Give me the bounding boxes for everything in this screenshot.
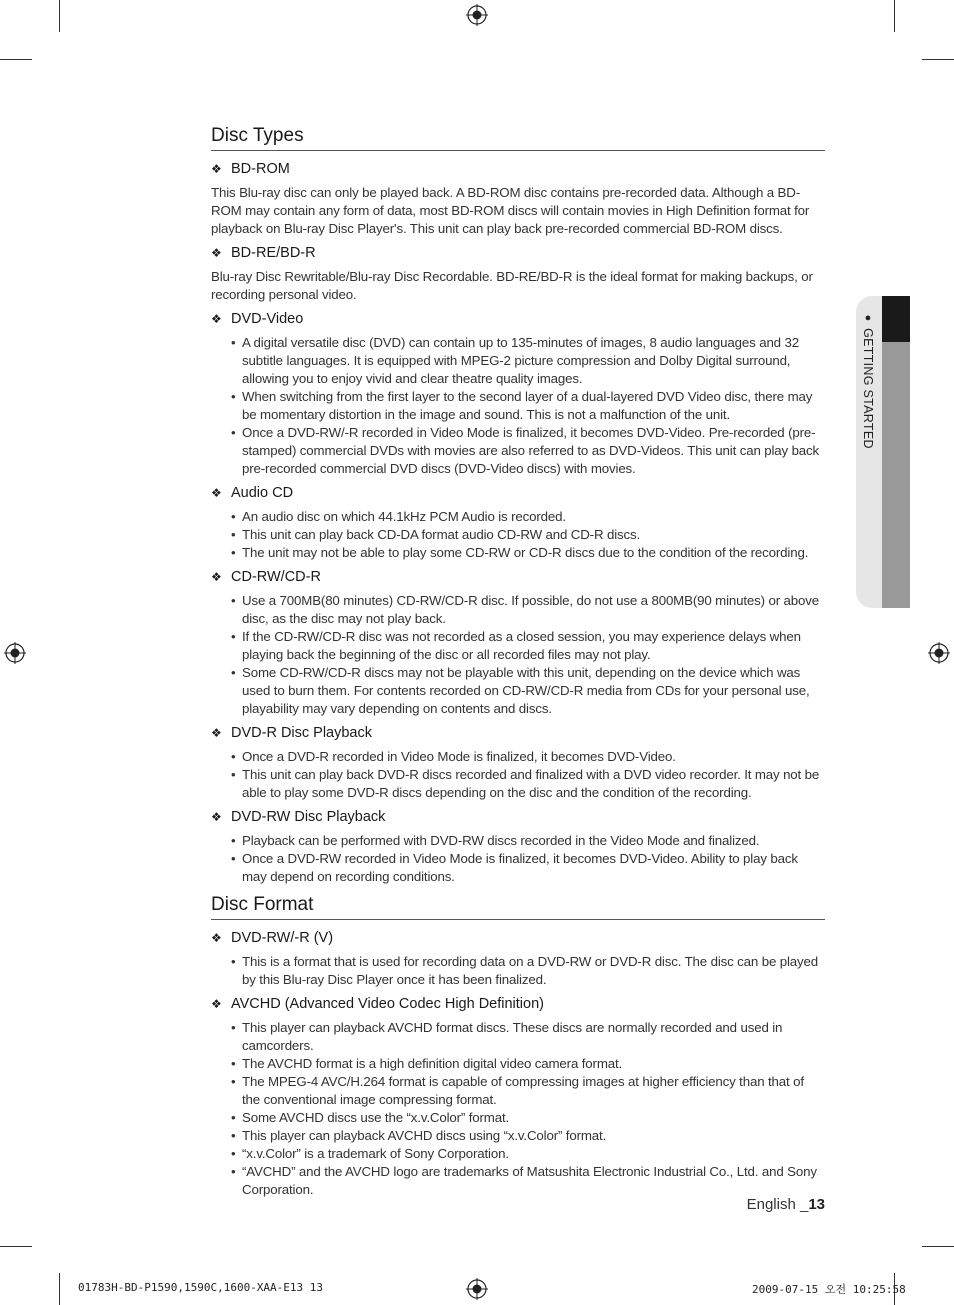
subsection-heading: ❖ BD-ROM (211, 161, 290, 177)
subsection-heading: ❖ DVD-R Disc Playback (211, 725, 372, 741)
bullet-list (211, 334, 825, 478)
list-item: • “AVCHD” and the AVCHD logo are trademarks of Matsushita Electronic Industrial Co., Ltd. and Sony Corporation. (211, 1163, 825, 1199)
subsection-heading: ❖ CD-RW/CD-R (211, 569, 321, 585)
subsection-heading: ❖ Audio CD (211, 485, 294, 501)
diamond-icon: ❖ (211, 931, 222, 945)
list-item: • Some AVCHD discs use the “x.v.Color” format. (211, 1109, 825, 1127)
bullet-list (211, 1019, 825, 1199)
diamond-icon: ❖ (211, 997, 222, 1011)
list-item: • When switching from the first layer to the second layer of a dual-layered DVD Video disc, there may be momentary distortion in the image and sound. This is not a malfunction of the unit. (211, 388, 825, 424)
bullet-list (211, 508, 825, 562)
list-item: • An audio disc on which 44.1kHz PCM Audio is recorded. (211, 508, 825, 526)
print-footer-left: 01783H-BD-P1590,1590C,1600-XAA-E13 13 (78, 1281, 324, 1294)
list-item: • Playback can be performed with DVD-RW discs recorded in the Video Mode and finalized. (211, 832, 825, 850)
list-item: • Use a 700MB(80 minutes) CD-RW/CD-R disc. If possible, do not use a 800MB(90 minutes) or above disc, as the disc may not play back. (211, 592, 825, 628)
list-item: • Once a DVD-RW recorded in Video Mode is finalized, it becomes DVD-Video. Ability to play back may depend on recording conditions. (211, 850, 825, 886)
diamond-icon: ❖ (211, 726, 222, 740)
tab-grey-block (882, 342, 910, 608)
print-footer-right: 2009-07-15 오전 10:25:58 (752, 1283, 906, 1296)
list-item: • The MPEG-4 AVC/H.264 format is capable of compressing images at higher efficiency than that of the conventional image compressing format. (211, 1073, 825, 1109)
main-content (211, 124, 825, 1205)
crop-mark (59, 1273, 60, 1305)
registration-mark-icon (466, 4, 488, 26)
list-item: • Once a DVD-RW/-R recorded in Video Mode is finalized, it becomes DVD-Video. Pre-recorded (pre-stamped) commercial DVDs with movies are also referred to as DVD-Videos. This unit can play back pre-recorded commercial DVD discs (DVD-Video discs) with movies. (211, 424, 825, 478)
diamond-icon: ❖ (211, 486, 222, 500)
tab-dark-block (882, 296, 910, 342)
list-item: • This is a format that is used for recording data on a DVD-RW or DVD-R disc. The disc can be played by this Blu-ray Disc Player once it has been finalized. (211, 953, 825, 989)
paragraph: Blu-ray Disc Rewritable/Blu-ray Disc Recordable. BD-RE/BD-R is the ideal format for making backups, or recording personal video. (211, 269, 813, 302)
section-title: Disc Format (211, 893, 825, 920)
section-title: Disc Types (211, 124, 825, 151)
page-number: English _13 (746, 1196, 825, 1213)
list-item: • This unit can play back DVD-R discs recorded and finalized with a DVD video recorder. It may not be able to play some DVD-R discs depending on the disc and the condition of the recording. (211, 766, 825, 802)
list-item: • Some CD-RW/CD-R discs may not be playable with this unit, depending on the device which was used to burn them. For contents recorded on CD-RW/CD-R media from CDs for your personal use, playability may vary depending on contents and discs. (211, 664, 825, 718)
subsection-heading: ❖ DVD-Video (211, 311, 304, 327)
list-item: • If the CD-RW/CD-R disc was not recorded as a closed session, you may experience delays when playing back the beginning of the disc or all recorded files may not play. (211, 628, 825, 664)
bullet-list (211, 748, 825, 802)
crop-mark (922, 59, 954, 60)
bullet-list (211, 832, 825, 886)
subsection-heading: ❖ BD-RE/BD-R (211, 245, 316, 261)
crop-mark (0, 1246, 32, 1247)
diamond-icon: ❖ (211, 246, 222, 260)
diamond-icon: ❖ (211, 570, 222, 584)
list-item: • The AVCHD format is a high definition digital video camera format. (211, 1055, 825, 1073)
list-item: • This player can playback AVCHD discs using “x.v.Color” format. (211, 1127, 825, 1145)
list-item: • The unit may not be able to play some CD-RW or CD-R discs due to the condition of the recording. (211, 544, 825, 562)
bullet-list (211, 953, 825, 989)
crop-mark (59, 0, 60, 32)
paragraph: This Blu-ray disc can only be played back. A BD-ROM disc contains pre-recorded data. Although a BD-ROM may contain any form of data, most BD-ROM discs will contain movies in High Definition format for playback on Blu-ray Disc Player's. This unit can play back pre-recorded commercial BD-ROM discs. (211, 185, 810, 236)
registration-mark-icon (928, 642, 950, 664)
crop-mark (0, 59, 32, 60)
registration-mark-icon (466, 1278, 488, 1300)
list-item: • “x.v.Color” is a trademark of Sony Corporation. (211, 1145, 825, 1163)
bullet-dot-icon: ● (862, 312, 874, 325)
chapter-tab-label: ● GETTING STARTED (861, 312, 875, 449)
subsection-heading: ❖ AVCHD (Advanced Video Codec High Definition) (211, 996, 544, 1012)
diamond-icon: ❖ (211, 162, 222, 176)
subsection-heading: ❖ DVD-RW/-R (V) (211, 930, 334, 946)
registration-mark-icon (4, 642, 26, 664)
subsection-heading: ❖ DVD-RW Disc Playback (211, 809, 386, 825)
list-item: • This player can playback AVCHD format discs. These discs are normally recorded and used in camcorders. (211, 1019, 825, 1055)
list-item: • Once a DVD-R recorded in Video Mode is finalized, it becomes DVD-Video. (211, 748, 825, 766)
list-item: • A digital versatile disc (DVD) can contain up to 135-minutes of images, 8 audio languages and 32 subtitle languages. It is equipped with MPEG-2 picture compression and Dolby Digital surround, allowing you to enjoy vivid and clear theatre quality images. (211, 334, 825, 388)
crop-mark (922, 1246, 954, 1247)
crop-mark (894, 0, 895, 32)
diamond-icon: ❖ (211, 312, 222, 326)
bullet-list (211, 592, 825, 718)
list-item: • This unit can play back CD-DA format audio CD-RW and CD-R discs. (211, 526, 825, 544)
diamond-icon: ❖ (211, 810, 222, 824)
